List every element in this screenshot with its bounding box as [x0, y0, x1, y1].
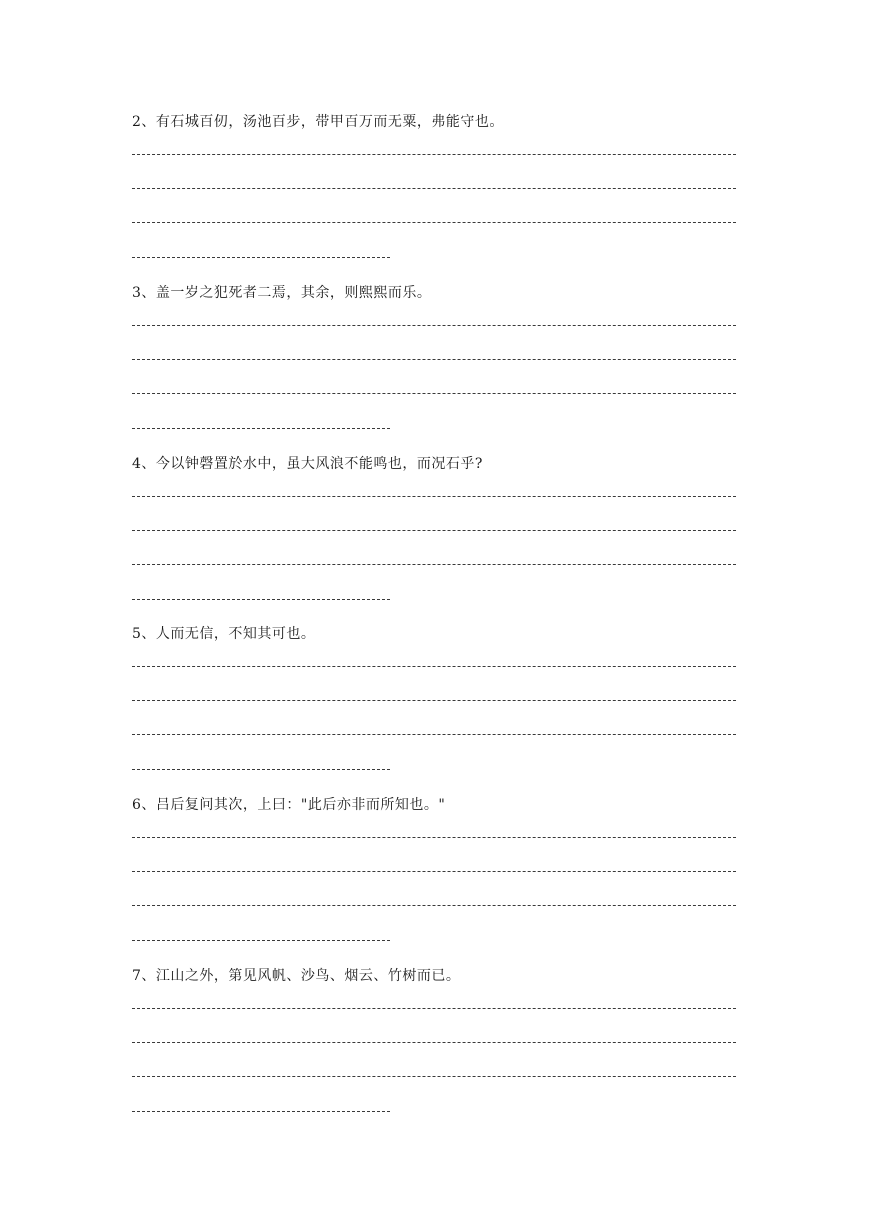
answer-line[interactable]	[132, 837, 736, 838]
answer-line[interactable]	[132, 1008, 736, 1009]
question-text: 6、吕后复问其次，上曰："此后亦非而所知也。"	[132, 797, 446, 813]
answer-line[interactable]	[132, 428, 390, 429]
answer-line[interactable]	[132, 496, 736, 497]
answer-line[interactable]	[132, 154, 736, 155]
answer-line[interactable]	[132, 666, 736, 667]
answer-line[interactable]	[132, 599, 390, 600]
answer-line[interactable]	[132, 359, 736, 360]
answer-line[interactable]	[132, 188, 736, 189]
answer-line[interactable]	[132, 700, 736, 701]
answer-line[interactable]	[132, 734, 736, 735]
question-text: 2、有石城百仞，汤池百步，带甲百万而无粟，弗能守也。	[132, 114, 504, 130]
answer-line[interactable]	[132, 530, 736, 531]
answer-line[interactable]	[132, 325, 736, 326]
question-text: 5、人而无信，不知其可也。	[132, 626, 316, 642]
answer-line[interactable]	[132, 564, 736, 565]
answer-line[interactable]	[132, 1076, 736, 1077]
answer-line[interactable]	[132, 940, 390, 941]
question-text: 7、江山之外，第见风帆、沙鸟、烟云、竹树而已。	[132, 968, 461, 984]
answer-line[interactable]	[132, 222, 736, 223]
question-text: 3、盖一岁之犯死者二焉，其余，则熙熙而乐。	[132, 285, 432, 301]
answer-line[interactable]	[132, 393, 736, 394]
answer-line[interactable]	[132, 1111, 390, 1112]
answer-line[interactable]	[132, 905, 736, 906]
answer-line[interactable]	[132, 871, 736, 872]
question-text: 4、今以钟磬置於水中，虽大风浪不能鸣也，而况石乎?	[132, 456, 483, 472]
answer-line[interactable]	[132, 769, 390, 770]
answer-line[interactable]	[132, 257, 390, 258]
answer-line[interactable]	[132, 1042, 736, 1043]
